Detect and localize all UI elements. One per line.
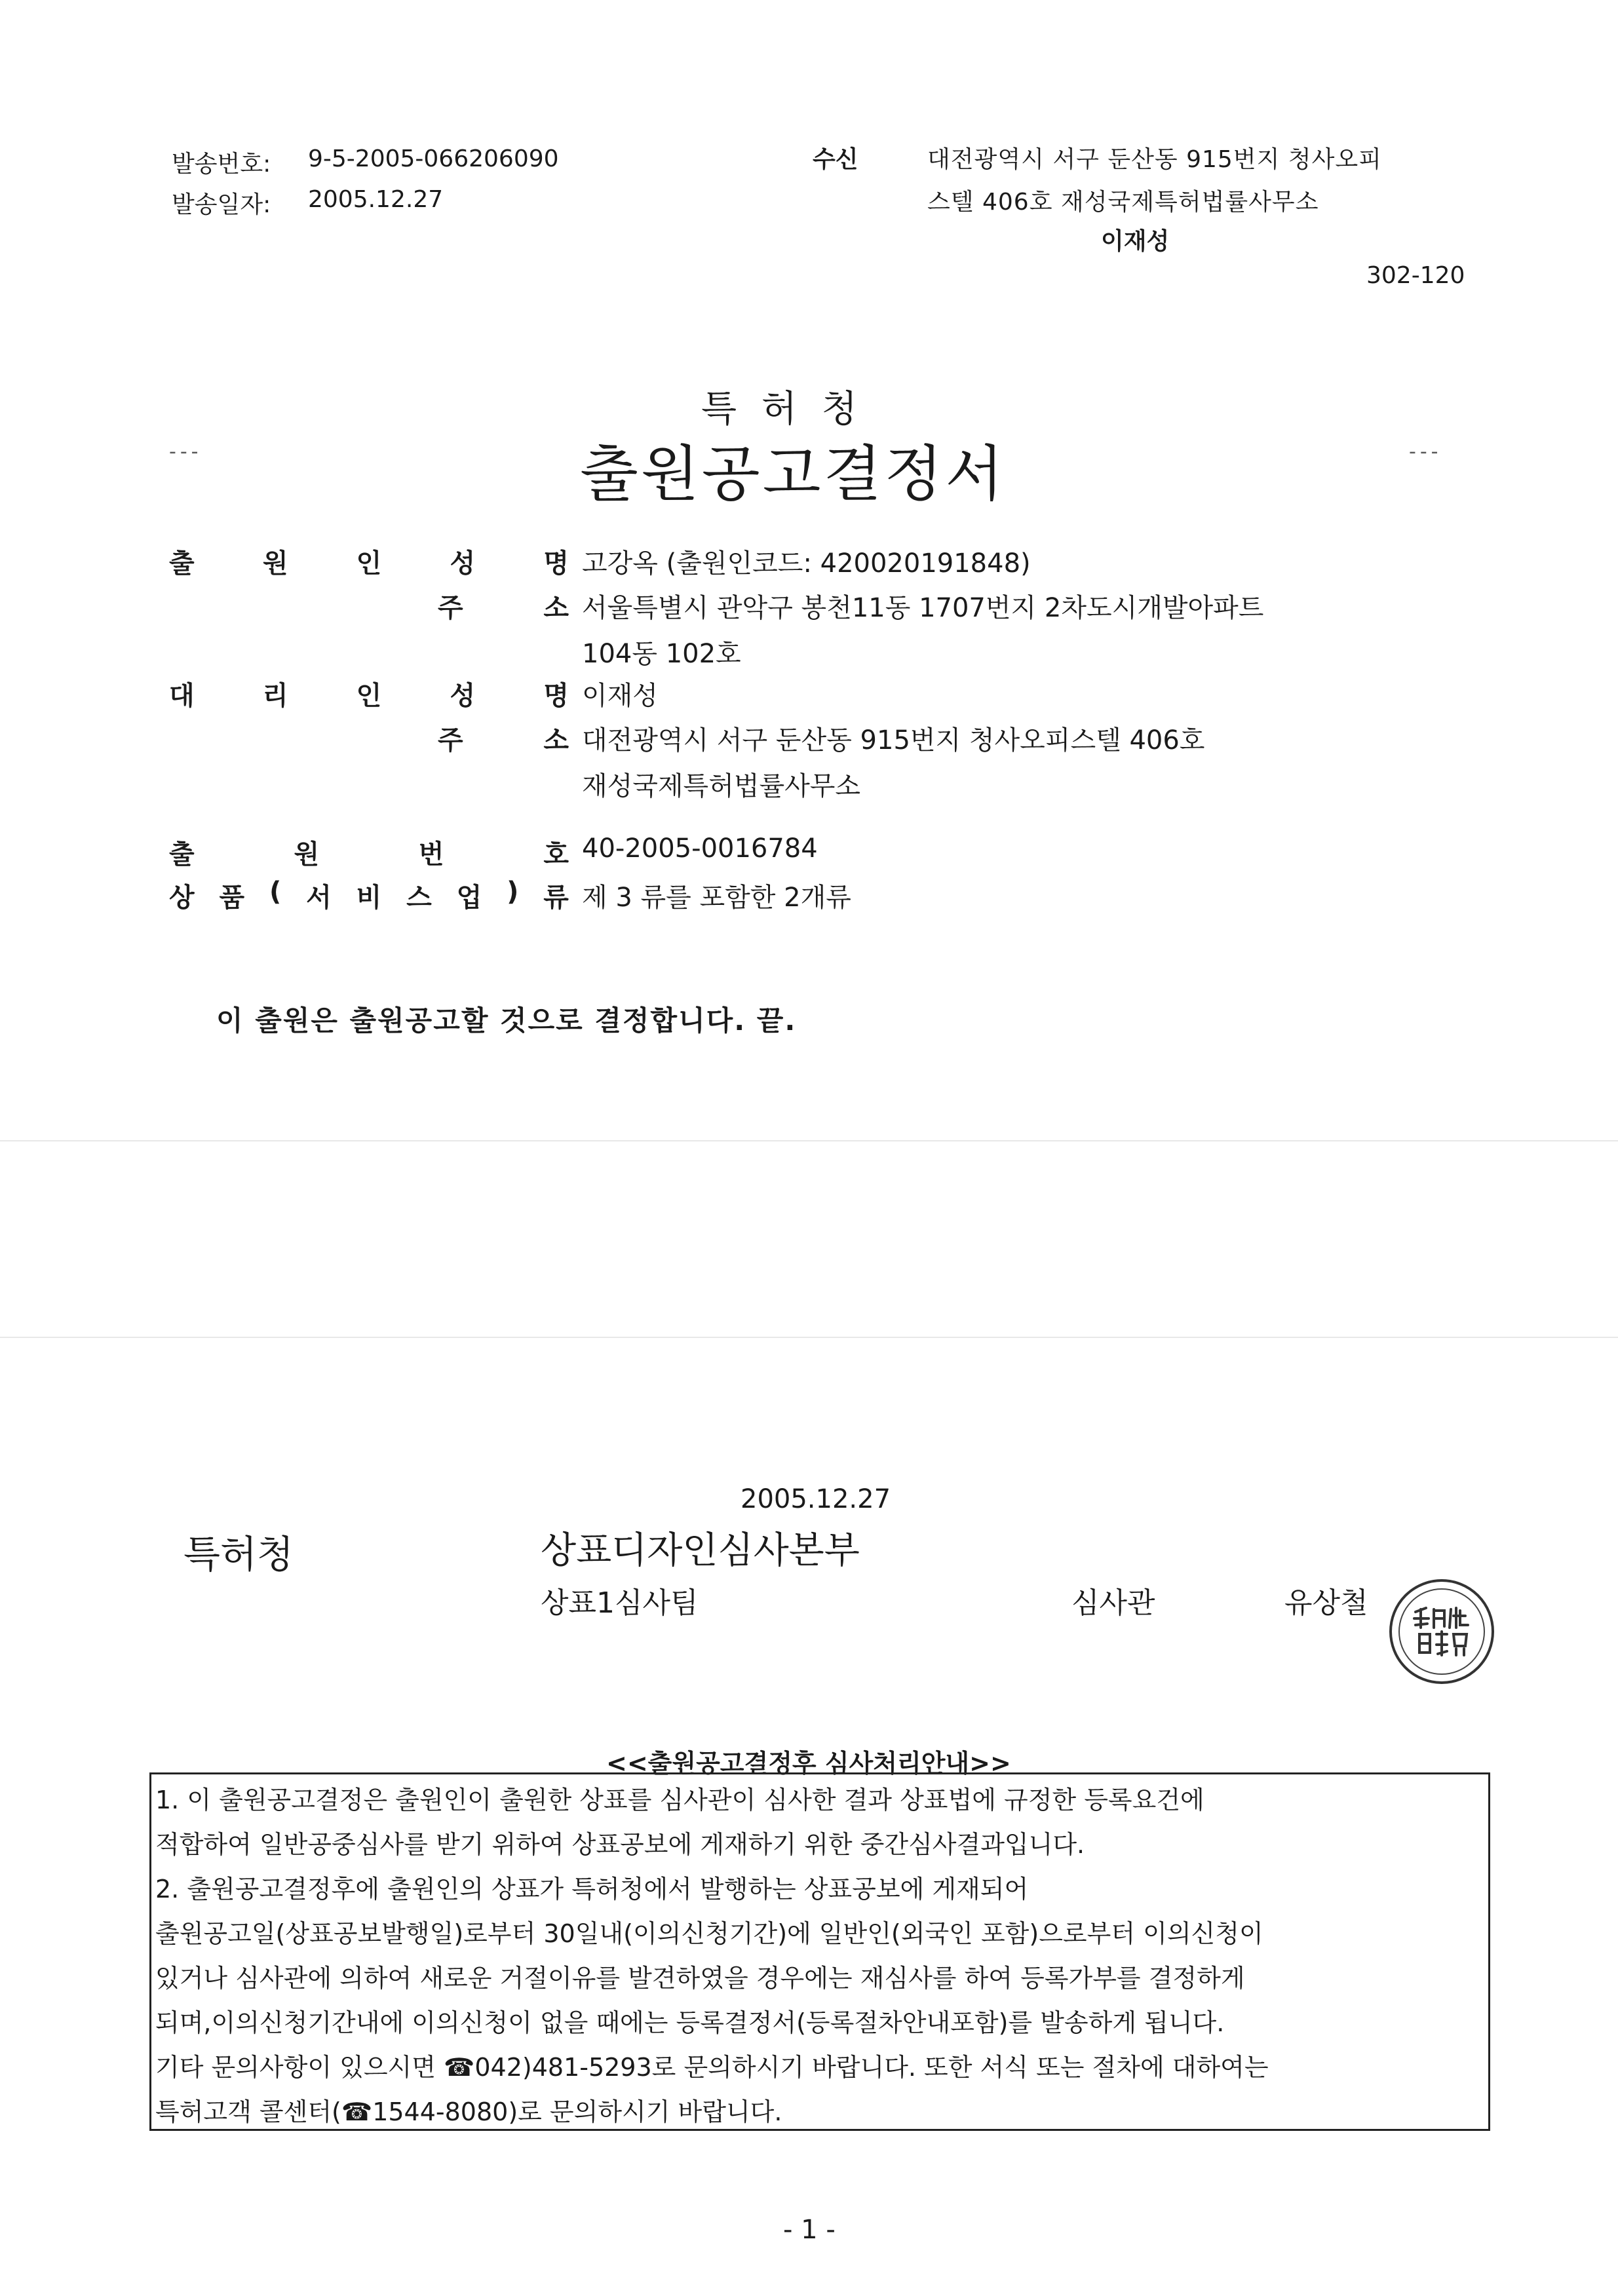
document-title: 출원공고결정서 (580, 439, 1007, 509)
recipient-label: 수신 (813, 146, 858, 173)
agency-title: 특 허 청 (701, 388, 864, 430)
notice-box (149, 1772, 1490, 2131)
notice-line: 있거나 심사관에 의하여 새로운 거절이유를 발견하였을 경우에는 재심사를 하여 등록가부를 결정하게 (155, 1964, 1245, 1993)
right-mark: --- (1409, 440, 1442, 463)
decision-text: 이 출원은 출원공고할 것으로 결정합니다. 끝. (216, 1004, 797, 1037)
examiner-seal (1389, 1579, 1494, 1684)
postal-code: 302-120 (1366, 262, 1465, 289)
recipient-name: 이재성 (1101, 228, 1170, 255)
applicant-address-2: 104동 102호 (582, 639, 741, 669)
send-no: 9-5-2005-066206090 (308, 145, 559, 172)
send-date-label: 발송일자: (172, 191, 271, 218)
notice-line: 2. 출원공고결정후에 출원인의 상표가 특허청에서 발행하는 상표공보에 게재되어 (155, 1875, 1029, 1904)
class-label: 상 품 ( 서 비 스 업 ) 류 (169, 877, 569, 913)
left-mark: --- (169, 440, 202, 463)
examiner-label: 심사관 (1071, 1586, 1155, 1620)
notice-line: 되며,이의신청기간내에 이의신청이 없을 때에는 등록결정서(등록절차안내포함)를 발송하게 됩니다. (155, 2008, 1225, 2037)
signature-team: 상표1심사팀 (541, 1586, 699, 1620)
notice-line: 출원공고일(상표공보발행일)로부터 30일내(이의신청기간)에 일반인(외국인 포함)으로부터 이의신청이 (155, 1919, 1263, 1948)
signature-date: 2005.12.27 (741, 1484, 891, 1514)
class-value: 제 3 류를 포함한 2개류 (582, 883, 851, 913)
agent-value: 이재성 (582, 681, 658, 711)
agent-label: 대 리 인 성 명 (169, 681, 569, 711)
signature-division: 상표디자인심사본부 (541, 1529, 860, 1572)
applicant-label: 출 원 인 성 명 (169, 548, 569, 579)
agent-address-1: 대전광역시 서구 둔산동 915번지 청사오피스텔 406호 (582, 725, 1205, 756)
applicant-address-1: 서울특별시 관악구 봉천11동 1707번지 2차도시개발아파트 (582, 593, 1264, 623)
examiner-name: 유상철 (1284, 1586, 1368, 1620)
address-label: 주 소 (438, 593, 569, 623)
fold-line (0, 1140, 1618, 1141)
signature-agency: 특허청 (183, 1532, 294, 1577)
notice-line: 적합하여 일반공중심사를 받기 위하여 상표공보에 게재하기 위한 중간심사결과입니다. (155, 1830, 1085, 1859)
recipient-address-1: 대전광역시 서구 둔산동 915번지 청사오피 (927, 146, 1382, 173)
recipient-address-2: 스텔 406호 재성국제특허법률사무소 (927, 189, 1319, 216)
send-date: 2005.12.27 (308, 186, 444, 213)
send-no-label: 발송번호: (172, 151, 271, 178)
page-number: - 1 - (783, 2215, 836, 2245)
notice-heading: <<출원공고결정후 심사처리안내>> (606, 1749, 1011, 1778)
applicant-value: 고강옥 (출원인코드: 420020191848) (582, 548, 1031, 579)
notice-line: 특허고객 콜센터(☎1544-8080)로 문의하시기 바랍니다. (155, 2097, 782, 2126)
notice-line: 1. 이 출원공고결정은 출원인이 출원한 상표를 심사관이 심사한 결과 상표법에 규정한 등록요건에 (155, 1786, 1204, 1814)
notice-line: 기타 문의사항이 있으시면 ☎042)481-5293로 문의하시기 바랍니다. 또한 서식 또는 절차에 대하여는 (155, 2053, 1269, 2082)
agent-address-2: 재성국제특허법률사무소 (582, 771, 861, 801)
app-no-value: 40-2005-0016784 (582, 833, 818, 864)
fold-line (0, 1337, 1618, 1338)
seal-glyph-icon (1410, 1605, 1473, 1658)
app-no-label: 출 원 번 호 (169, 839, 569, 870)
agent-address-label: 주 소 (438, 725, 569, 756)
